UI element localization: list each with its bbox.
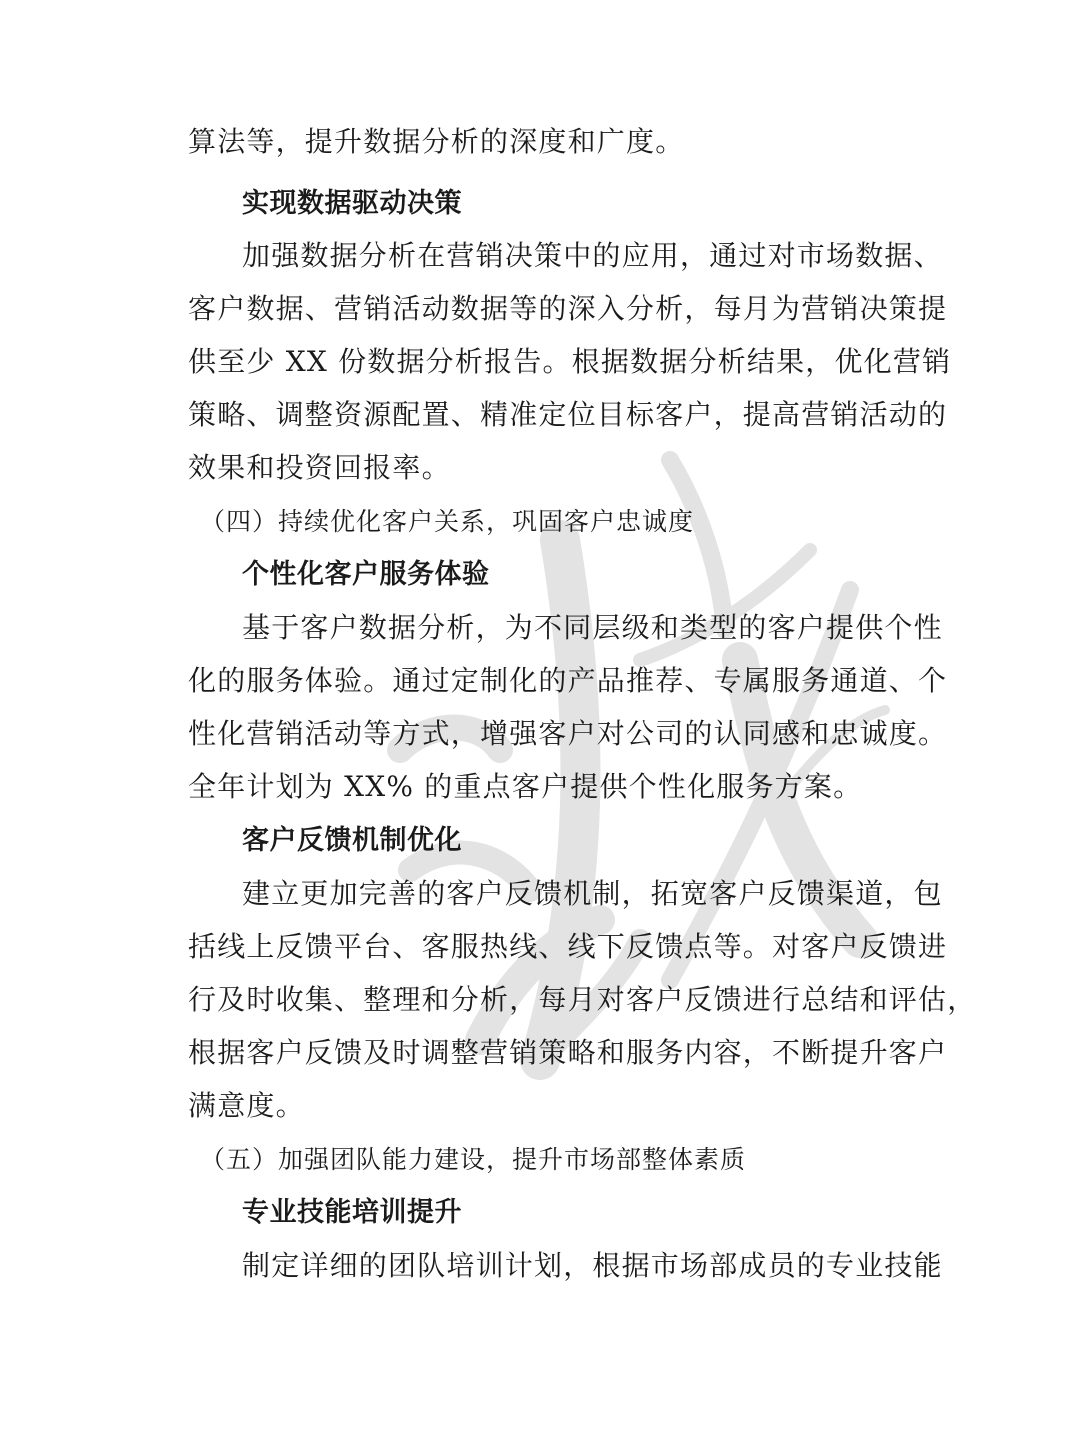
paragraph-line: 算法等，提升数据分析的深度和广度。 (188, 125, 685, 158)
paragraph-line: 策略、调整资源配置、精准定位目标客户，提高营销活动的 (188, 398, 948, 431)
paragraph-line: 括线上反馈平台、客服热线、线下反馈点等。对客户反馈进 (188, 930, 948, 963)
subheading: 个性化客户服务体验 (242, 559, 490, 590)
subheading: 实现数据驱动决策 (242, 188, 462, 219)
paragraph-line: 满意度。 (188, 1089, 305, 1122)
paragraph-line: 效果和投资回报率。 (188, 451, 451, 484)
section-heading: （五）加强团队能力建设，提升市场部整体素质 (200, 1145, 747, 1174)
paragraph-line: 化的服务体验。通过定制化的产品推荐、专属服务通道、个 (188, 664, 948, 697)
paragraph-line: 建立更加完善的客户反馈机制，拓宽客户反馈渠道，包 (242, 877, 943, 910)
subheading: 客户反馈机制优化 (242, 825, 462, 856)
paragraph-line: 性化营销活动等方式，增强客户对公司的认同感和忠诚度。 (188, 717, 948, 750)
paragraph-line: 供至少 XX 份数据分析报告。根据数据分析结果，优化营销 (188, 345, 952, 378)
paragraph-line: 根据客户反馈及时调整营销策略和服务内容，不断提升客户 (188, 1036, 948, 1069)
paragraph-line: 制定详细的团队培训计划，根据市场部成员的专业技能 (242, 1249, 943, 1282)
paragraph-line: 加强数据分析在营销决策中的应用，通过对市场数据、 (242, 239, 943, 272)
paragraph-line: 全年计划为 XX% 的重点客户提供个性化服务方案。 (188, 770, 863, 803)
subheading: 专业技能培训提升 (242, 1197, 462, 1228)
paragraph-line: 客户数据、营销活动数据等的深入分析，每月为营销决策提 (188, 292, 948, 325)
section-heading: （四）持续优化客户关系，巩固客户忠诚度 (200, 507, 695, 536)
paragraph-line: 基于客户数据分析，为不同层级和类型的客户提供个性 (242, 611, 943, 644)
paragraph-line: 行及时收集、整理和分析，每月对客户反馈进行总结和评估， (188, 983, 977, 1016)
